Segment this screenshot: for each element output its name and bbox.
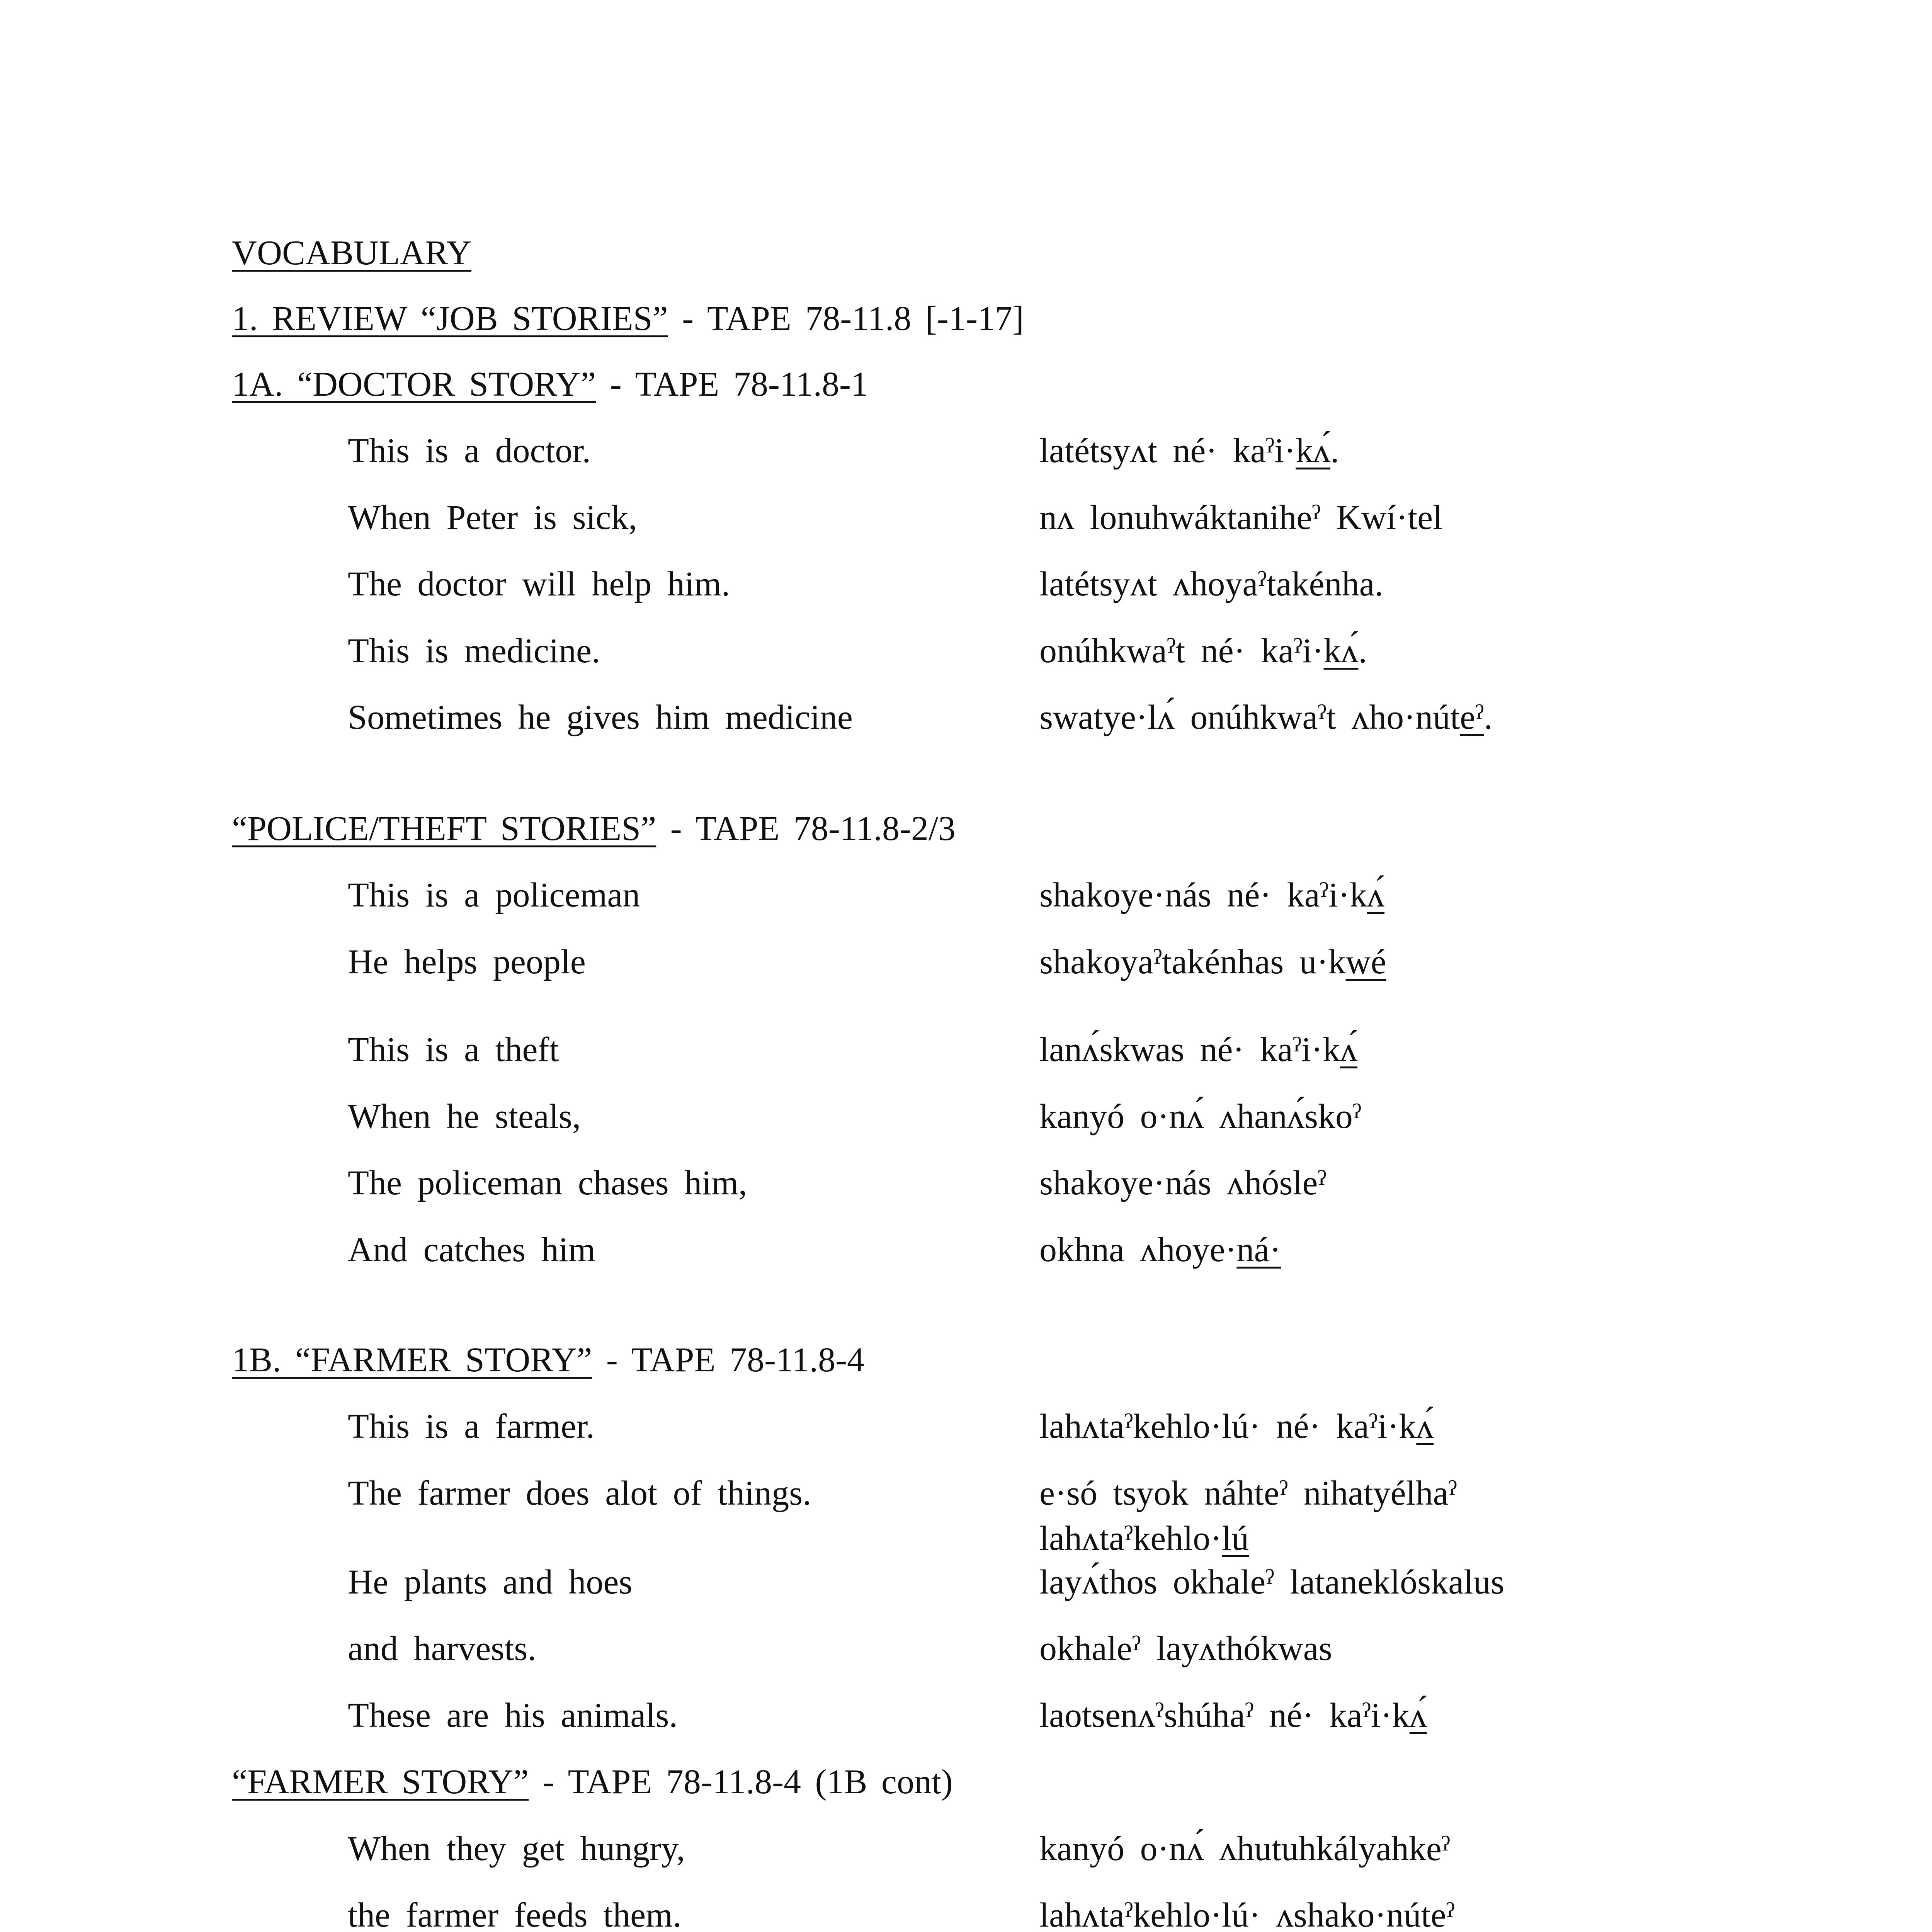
- english-line: This is a theft: [348, 1031, 559, 1069]
- mohawk-segment: shakoye·nás né· kaˀi·k: [1039, 876, 1367, 914]
- english-line: The policeman chases him,: [348, 1164, 747, 1202]
- heading-underlined: 1. REVIEW “JOB STORIES”: [232, 299, 668, 338]
- mohawk-segment: kʌ́: [1296, 432, 1331, 470]
- mohawk-line: [1039, 1099, 1361, 1134]
- english-line: These are his animals.: [348, 1696, 678, 1735]
- english-line: The farmer does alot of things.: [348, 1474, 811, 1512]
- mohawk-segment: kanyó o·nʌ́ ʌhutuhkályahkeˀ: [1039, 1830, 1451, 1868]
- mohawk-line: [1039, 1233, 1281, 1267]
- mohawk-segment: onúhkwaˀt né· kaˀi·: [1039, 632, 1324, 670]
- mohawk-segment: ʌ́: [1409, 1696, 1427, 1735]
- mohawk-line: [1039, 434, 1339, 468]
- section-heading: [232, 1343, 864, 1378]
- english-line: The doctor will help him.: [348, 565, 730, 603]
- mohawk-line: [1039, 1032, 1357, 1067]
- mohawk-segment: lú: [1222, 1519, 1249, 1558]
- mohawk-segment: swatye·lʌ́ onúhkwaˀt ʌho·nút: [1039, 698, 1460, 736]
- english-line: And catches him: [348, 1231, 595, 1269]
- section-heading: [232, 367, 868, 402]
- english-line: This is a farmer.: [348, 1407, 595, 1446]
- heading-underlined: “FARMER STORY”: [232, 1763, 529, 1801]
- mohawk-segment: .: [1484, 698, 1493, 736]
- heading-underlined: 1B. “FARMER STORY”: [232, 1341, 592, 1379]
- heading-rest: - TAPE 78-11.8-2/3: [656, 810, 956, 848]
- mohawk-segment: .: [1358, 632, 1367, 670]
- english-line: When they get hungry,: [348, 1830, 685, 1868]
- mohawk-line: [1039, 634, 1367, 668]
- mohawk-line: [1039, 1898, 1455, 1932]
- section-heading: [232, 1765, 953, 1799]
- mohawk-line: [1039, 878, 1384, 913]
- mohawk-segment: shakoye·nás ʌhósleˀ: [1039, 1164, 1327, 1202]
- mohawk-segment: laotsenʌˀshúhaˀ né· kaˀi·k: [1039, 1696, 1410, 1735]
- english-line: the farmer feeds them.: [348, 1896, 682, 1932]
- english-line: This is a doctor.: [348, 432, 591, 470]
- english-line: When he steals,: [348, 1097, 581, 1136]
- mohawk-line: [1039, 1166, 1327, 1201]
- mohawk-segment: layʌ́thos okhaleˀ lataneklóskalus: [1039, 1563, 1505, 1601]
- mohawk-line: [1039, 1698, 1427, 1733]
- mohawk-segment: latétsyʌt né· kaˀi·: [1039, 432, 1296, 470]
- mohawk-segment: eˀ: [1460, 698, 1484, 736]
- mohawk-segment: wé: [1345, 943, 1386, 981]
- mohawk-line: [1039, 1521, 1249, 1556]
- english-line: and harvests.: [348, 1629, 536, 1668]
- mohawk-line: [1039, 945, 1386, 980]
- mohawk-segment: ʌ́: [1340, 1031, 1358, 1069]
- mohawk-segment: kanyó o·nʌ́ ʌhanʌ́skoˀ: [1039, 1097, 1362, 1136]
- section-heading: [232, 301, 1024, 336]
- english-line: He helps people: [348, 943, 586, 981]
- mohawk-line: [1039, 1565, 1504, 1600]
- mohawk-segment: lahʌtaˀkehlo·lú· ʌshako·nút: [1039, 1896, 1431, 1932]
- mohawk-segment: kʌ́: [1323, 632, 1359, 670]
- mohawk-segment: lahʌtaˀkehlo·: [1039, 1519, 1222, 1558]
- mohawk-segment: ʌ́: [1367, 876, 1385, 914]
- mohawk-segment: e·só tsyok náhteˀ nihatyélhaˀ: [1039, 1474, 1457, 1512]
- mohawk-line: [1039, 500, 1442, 535]
- heading-rest: - TAPE 78-11.8-4 (1B cont): [529, 1763, 953, 1801]
- mohawk-segment: lanʌ́skwas né· kaˀi·k: [1039, 1031, 1340, 1069]
- heading-underlined: 1A. “DOCTOR STORY”: [232, 365, 596, 403]
- heading-underlined: VOCABULARY: [232, 234, 472, 272]
- section-heading: [232, 236, 471, 270]
- heading-underlined: “POLICE/THEFT STORIES”: [232, 810, 656, 848]
- mohawk-line: [1039, 1409, 1434, 1444]
- english-line: He plants and hoes: [348, 1563, 633, 1601]
- mohawk-segment: latétsyʌt ʌhoyaˀtakénha.: [1039, 565, 1384, 603]
- mohawk-line: [1039, 1631, 1332, 1666]
- mohawk-segment: eˀ: [1430, 1896, 1455, 1932]
- mohawk-segment: shakoyaˀtakénhas u·k: [1039, 943, 1346, 981]
- english-line: Sometimes he gives him medicine: [348, 698, 853, 736]
- mohawk-segment: lahʌtaˀkehlo·lú· né· kaˀi·k: [1039, 1407, 1417, 1446]
- heading-rest: - TAPE 78-11.8-1: [596, 365, 868, 403]
- english-line: This is a policeman: [348, 876, 640, 914]
- english-line: When Peter is sick,: [348, 498, 637, 537]
- mohawk-segment: ʌ́: [1416, 1407, 1434, 1446]
- section-heading: [232, 811, 956, 846]
- heading-rest: - TAPE 78-11.8-4: [592, 1341, 865, 1379]
- mohawk-line: [1039, 700, 1493, 735]
- mohawk-segment: nʌ lonuhwáktaniheˀ Kwí·tel: [1039, 498, 1443, 537]
- english-line: This is medicine.: [348, 632, 600, 670]
- mohawk-segment: okhna ʌhoye·: [1039, 1231, 1237, 1269]
- heading-rest: - TAPE 78-11.8 [-1-17]: [668, 299, 1024, 338]
- mohawk-segment: ná·: [1236, 1231, 1281, 1269]
- mohawk-segment: okhaleˀ layʌthókwas: [1039, 1629, 1332, 1668]
- mohawk-line: [1039, 1832, 1450, 1866]
- mohawk-line: [1039, 1476, 1457, 1511]
- mohawk-segment: .: [1330, 432, 1339, 470]
- mohawk-line: [1039, 567, 1383, 602]
